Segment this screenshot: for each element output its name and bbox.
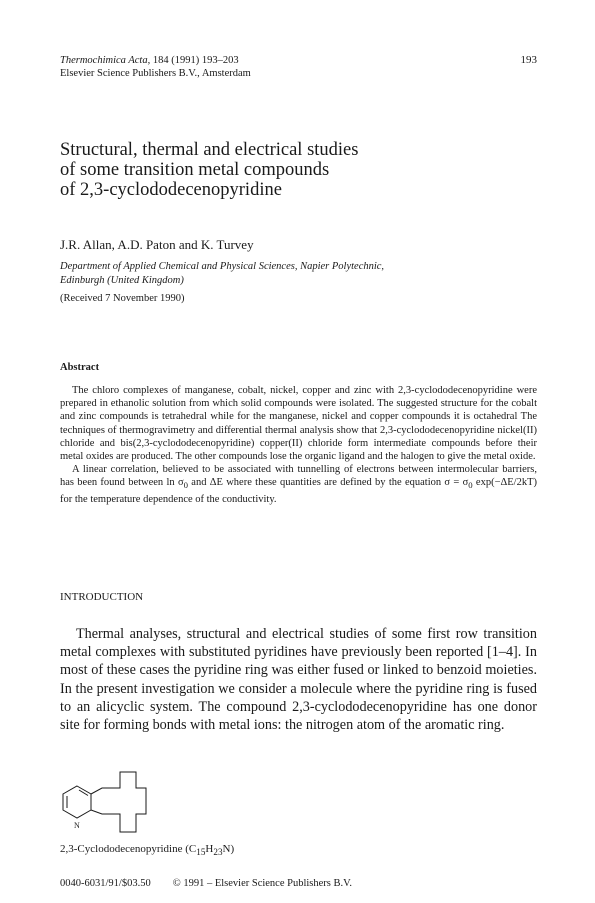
publisher-line: Elsevier Science Publishers B.V., Amsterdam <box>60 68 251 79</box>
ring-double-bond <box>79 790 88 796</box>
affiliation-line: Edinburgh (United Kingdom) <box>60 275 184 286</box>
caption-text: H <box>205 843 214 855</box>
journal-citation <box>60 54 251 67</box>
affiliation-line: Department of Applied Chemical and Physical Sciences, Napier Polytechnic, <box>60 261 385 272</box>
sigma-subscript: 0 <box>183 480 188 491</box>
issn-code: 0040-6031/91/$03.50 <box>60 878 151 889</box>
structure-caption <box>60 843 234 857</box>
abstract-paragraph <box>60 463 537 506</box>
abstract-text: exp(−ΔE/2kT) for the temperature dependence of the conductivity. <box>60 477 537 505</box>
page-footer <box>60 878 352 889</box>
introduction-body <box>60 625 537 734</box>
caption-subscript: 15 <box>196 847 206 858</box>
alicyclic-ring-upper <box>91 772 146 804</box>
caption-text: 2,3-Cyclododecenopyridine (C <box>60 843 197 855</box>
alicyclic-ring-lower <box>91 804 146 832</box>
section-heading-introduction: INTRODUCTION <box>60 591 144 603</box>
journal-ref: 184 (1991) 193–203 <box>150 55 239 66</box>
sigma-subscript: 0 <box>468 480 473 491</box>
copyright-notice: © 1991 – Elsevier Science Publishers B.V. <box>172 878 352 889</box>
caption-text: N) <box>222 843 235 855</box>
title-line: of some transition metal compounds <box>60 160 330 180</box>
structure-diagram <box>58 768 168 838</box>
nitrogen-label: N <box>74 821 80 830</box>
abstract-paragraph: The chloro complexes of manganese, cobalt, nickel, copper and zinc with 2,3-cyclododecenopyridine were prepared in ethanolic solution from which solid compounds were isolated. The suggested structure for the cobalt and zinc compounds is tetrahedral while for the manganese, nickel and copper compounds it is octahedral The techniques of thermogravimetry and differential thermal analysis show that 2,3-cyclododecenopyridine nickel(II) chloride and bis(2,3-cyclododecenopyridine) copper(II) chloride form intermediate compounds before their metal oxides are produced. The other compounds lose the organic ligand and the halogen to give the metal oxide. <box>60 385 537 463</box>
chemical-structure <box>58 768 168 843</box>
paper-title <box>60 140 500 200</box>
affiliation <box>60 260 384 288</box>
abstract-text: and ΔE where these quantities are defined by the equation σ = σ <box>187 477 469 489</box>
journal-name: Thermochimica Acta, <box>60 55 151 66</box>
intro-paragraph: Thermal analyses, structural and electrical studies of some first row transition metal complexes with substituted pyridines have previously been reported [1–4]. In most of these cases the pyridine ring was either fused or linked to benzoid moieties. In the present investigation we consider a molecule where the pyridine ring is fused to an alicyclic system. The compound 2,3-cyclododecenopyridine has one donor site for forming bonds with metal ions: the nitrogen atom of the aromatic ring. <box>60 626 537 734</box>
author-list: J.R. Allan, A.D. Paton and K. Turvey <box>60 237 254 252</box>
caption-subscript: 23 <box>213 847 223 858</box>
abstract-heading: Abstract <box>60 362 100 373</box>
abstract-body <box>60 384 537 506</box>
received-date: (Received 7 November 1990) <box>60 293 185 304</box>
title-line: of 2,3-cyclododecenopyridine <box>60 180 282 200</box>
title-line: Structural, thermal and electrical studies <box>60 140 359 160</box>
journal-header <box>60 54 251 80</box>
abstract-text: A linear correlation, believed to be associated with tunnelling of electrons between intermolecular barriers, has been found between ln σ <box>60 464 537 489</box>
page-number: 193 <box>520 54 537 66</box>
